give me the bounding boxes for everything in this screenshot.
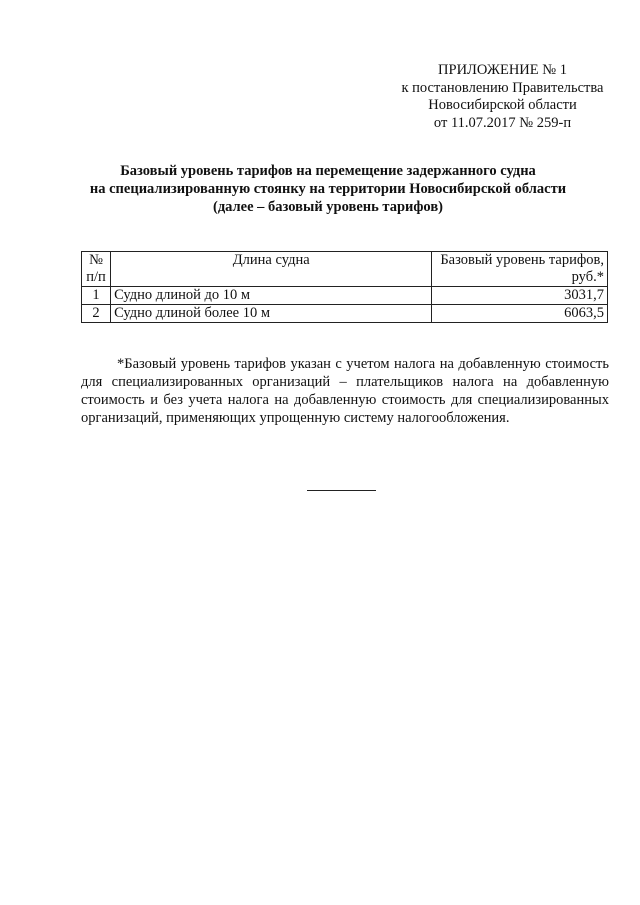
table-row (82, 287, 608, 305)
appendix-header (385, 62, 620, 132)
row-number: 2 (82, 305, 111, 323)
header-number-line-1: № (89, 252, 103, 268)
header-number-line-2: п/п (86, 269, 106, 285)
document-title (60, 162, 596, 216)
appendix-date-number: от 11.07.2017 № 259-п (433, 114, 572, 131)
tariffs-table (81, 251, 608, 323)
title-line-3: (далее – базовый уровень тарифов) (213, 199, 443, 215)
header-tariff (432, 252, 608, 287)
table-row (82, 305, 608, 323)
header-tariff-line-2: руб.* (571, 269, 604, 285)
title-line-2: на специализированную стоянку на территории Новосибирской области (89, 181, 567, 197)
row-tariff: 3031,7 (432, 287, 608, 305)
appendix-reference: к постановлению Правительства (401, 79, 604, 96)
appendix-region: Новосибирской области (428, 97, 577, 113)
row-length: Судно длиной более 10 м (111, 305, 432, 323)
table-header-row (82, 252, 608, 287)
footnote: *Базовый уровень тарифов указан с учетом налога на добавленную стоимость для специализированных организаций – плательщиков налога на добавленную стоимость и без учета налога на добавленную стоимость для специализированных организаций, применяющих упрощенную систему налогообложения. (81, 355, 609, 426)
row-number: 1 (82, 287, 111, 305)
title-line-1: Базовый уровень тарифов на перемещение задержанного судна (120, 163, 536, 179)
end-divider (307, 490, 376, 491)
header-number (82, 252, 111, 287)
row-length: Судно длиной до 10 м (111, 287, 432, 305)
appendix-title: ПРИЛОЖЕНИЕ № 1 (438, 62, 567, 78)
header-tariff-line-1: Базовый уровень тарифов, (440, 252, 604, 268)
row-tariff: 6063,5 (432, 305, 608, 323)
header-length: Длина судна (111, 252, 432, 287)
